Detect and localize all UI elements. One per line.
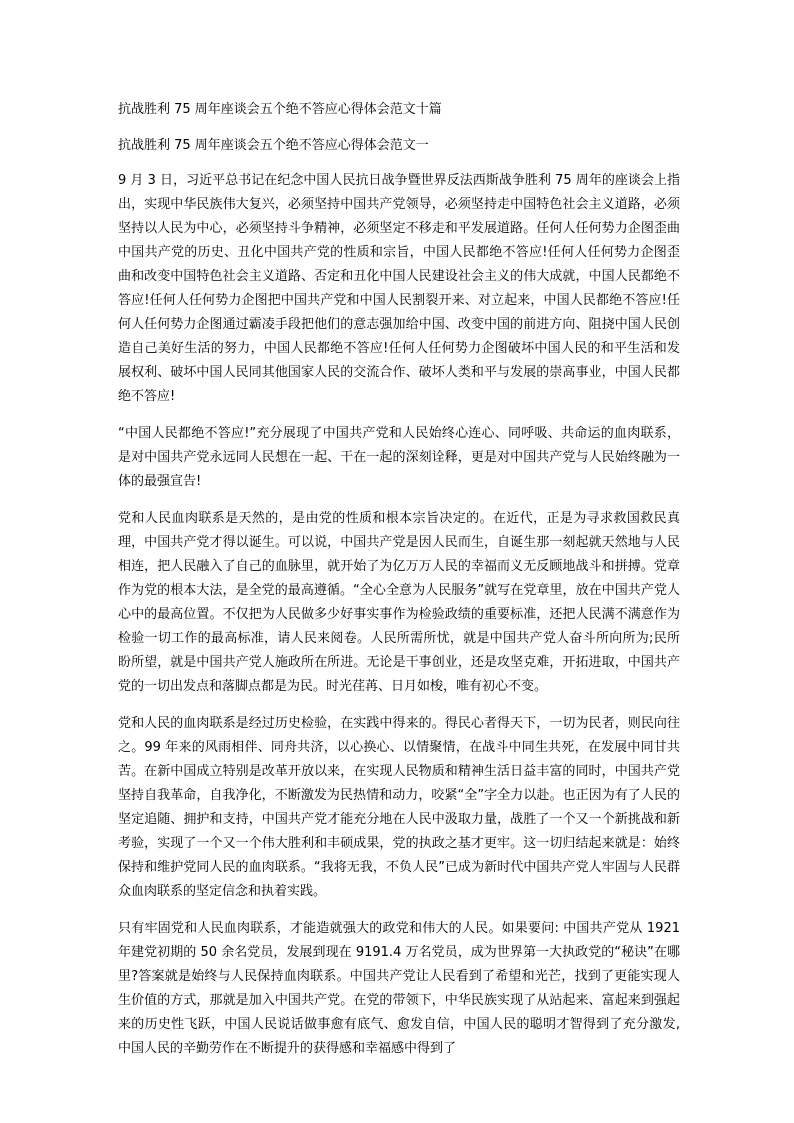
document-sub-title: 抗战胜利 75 周年座谈会五个绝不答应心得体会范文一 [118,138,429,153]
paragraph-5: 只有牢固党和人民血肉联系，才能造就强大的政党和伟大的人民。如果要问: 中国共产党从 1921 年建党初期的 50 余名党员，发展到现在 9191.4 万名党员，成为世界第一大执政党的“秘诀”在哪里?答案就是始终与人民保持血肉联系。中国共产党让人民看到了希望和光芒，找到了更能实现人生价值的方式，那就是加入中国共产党。在党的带领下，中华民族实现了从站起来、富起来到强起来的历史性飞跃，中国人民说话做事愈有底气、愈发自信，中国人民的聪明才智得到了充分激发,中国人民的辛勤劳作在不断提升的获得感和幸福感中得到了 [118,921,680,1056]
paragraph-4: 党和人民的血肉联系是经过历史检验，在实践中得来的。得民心者得天下，一切为民者，则民向往之。99 年来的风雨相伴、同舟共济，以心换心、以情聚情，在战斗中同生共死，在发展中同甘共苦。在新中国成立特别是改革开放以来，在实现人民物质和精神生活日益丰富的同时，中国共产党坚持自我革命，自我净化，不断激发为民热情和动力，咬紧“全”字全力以赴。也正因为有了人民的坚定追随、拥护和支持，中国共产党才能充分地在人民中汲取力量，战胜了一个又一个新挑战和新考验，实现了一个又一个伟大胜利和丰硕成果，党的执政之基才更牢。这一切归结起来就是：始终保持和维护党同人民的血肉联系。“我将无我，不负人民”已成为新时代中国共产党人牢固与人民群众血肉联系的坚定信念和执着实践。 [118,716,680,899]
paragraph-2: “中国人民都绝不答应!”充分展现了中国共产党和人民始终心连心、同呼吸、共命运的血肉联系，是对中国共产党永远同人民想在一起、干在一起的深刻诠释，更是对中国共产党与人民始终融为一体的最强宣告! [118,426,680,489]
paragraph-3: 党和人民血肉联系是天然的，是由党的性质和根本宗旨决定的。在近代，正是为寻求救国救民真理，中国共产党才得以诞生。可以说，中国共产党是因人民而生，自诞生那一刻起就天然地与人民相连，把人民融入了自己的血脉里，就开始了为亿万万人民的幸福而义无反顾地战斗和拼搏。党章作为党的根本大法，是全党的最高遵循。“全心全意为人民服务”就写在党章里，放在中国共产党人心中的最高位置。不仅把为人民做多少好事实事作为检验政绩的重要标准，还把人民满不满意作为检验一切工作的最高标准，请人民来阅卷。人民所需所忧，就是中国共产党人奋斗所向所为;民所盼所望，就是中国共产党人施政所在所进。无论是干事创业，还是攻坚克难，开拓进取，中国共产党的一切出发点和落脚点都是为民。时光荏苒、日月如梭，唯有初心不变。 [118,511,680,694]
document-main-title: 抗战胜利 75 周年座谈会五个绝不答应心得体会范文十篇 [118,102,442,117]
document-page [118,98,680,1061]
paragraph-1: 9 月 3 日，习近平总书记在纪念中国人民抗日战争暨世界反法西斯战争胜利 75 周年的座谈会上指出，实现中华民族伟大复兴，必须坚持中国共产党领导，必须坚持走中国特色社会主义道路，必须坚持以人民为中心，必须坚持斗争精神，必须坚定不移走和平发展道路。任何人任何势力企图歪曲中国共产党的历史、丑化中国共产党的性质和宗旨，中国人民都绝不答应!任何人任何势力企图歪曲和改变中国特色社会主义道路、否定和丑化中国人民建设社会主义的伟大成就，中国人民都绝不答应!任何人任何势力企图把中国共产党和中国人民割裂开来、对立起来，中国人民都绝不答应!任何人任何势力企图通过霸凌手段把他们的意志强加给中国、改变中国的前进方向、阻挠中国人民创造自己美好生活的努力，中国人民都绝不答应!任何人任何势力企图破坏中国人民的和平生活和发展权利、破坏中国人民同其他国家人民的交流合作、破坏人类和平与发展的崇高事业，中国人民都绝不答应! [118,173,680,404]
